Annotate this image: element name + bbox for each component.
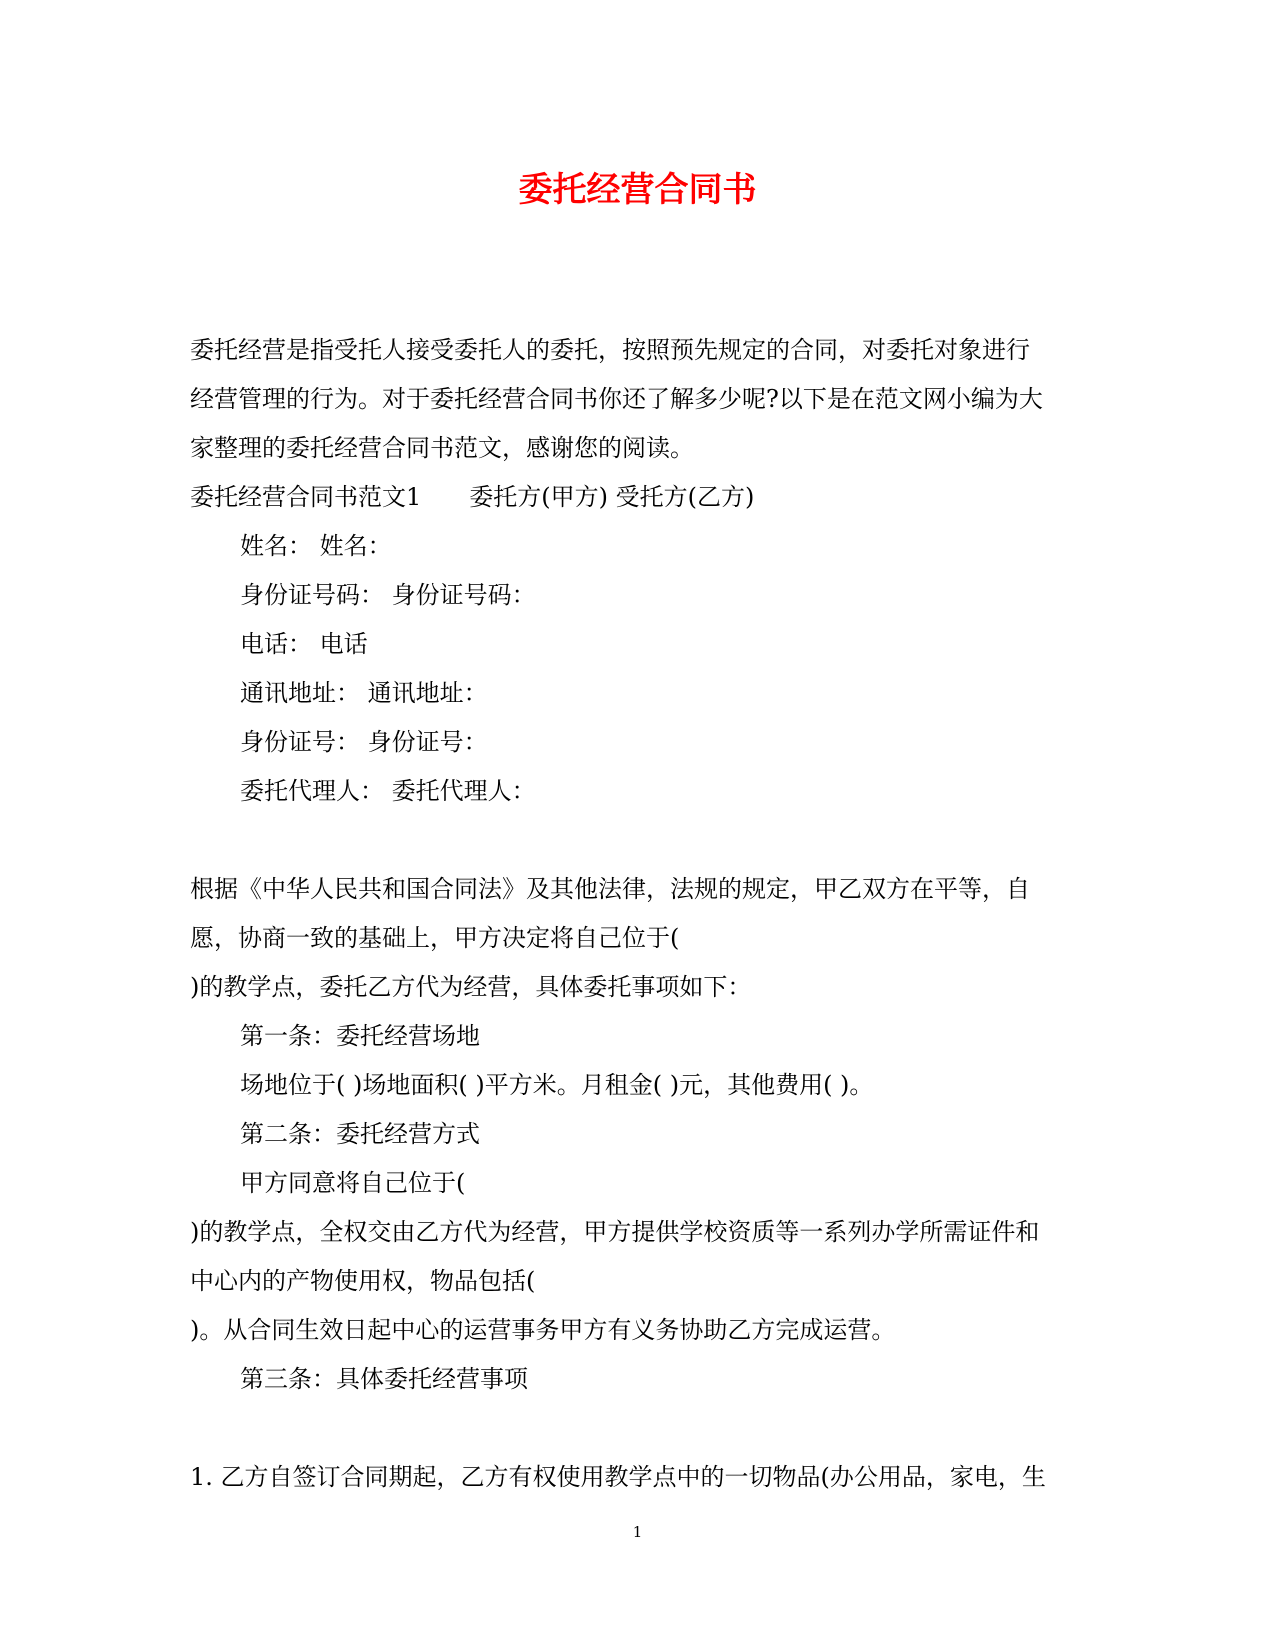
article-1-text: 场地位于( )场地面积( )平方米。月租金( )元，其他费用( )。 (240, 1071, 874, 1099)
party-field-phone: 电话： 电话 (240, 630, 368, 658)
spacer (190, 1404, 1090, 1453)
document-title: 委托经营合同书 (518, 170, 757, 210)
party-field-id: 身份证号： 身份证号： (240, 728, 488, 756)
basis-line: 根据《中华人民共和国合同法》及其他法律，法规的规定，甲乙双方在平等，自 (190, 875, 1030, 903)
article-2-line: )。从合同生效日起中心的运营事务甲方有义务协助乙方完成运营。 (190, 1316, 896, 1344)
intro-line: 委托经营是指受托人接受委托人的委托，按照预先规定的合同，对委托对象进行 (190, 336, 1030, 364)
party-field-agent: 委托代理人： 委托代理人： (240, 777, 536, 805)
article-2-heading: 第二条：委托经营方式 (240, 1120, 480, 1148)
document-body (190, 326, 1090, 1502)
article-2-line: 中心内的产物使用权，物品包括( (190, 1267, 536, 1295)
page-number: 1 (632, 1523, 643, 1541)
party-field-id-number: 身份证号码： 身份证号码： (240, 581, 536, 609)
article-3-heading: 第三条：具体委托经营事项 (240, 1365, 528, 1393)
item-1-line: 1. 乙方自签订合同期起，乙方有权使用教学点中的一切物品(办公用品，家电，生 (190, 1463, 1046, 1491)
basis-line: )的教学点，委托乙方代为经营，具体委托事项如下： (190, 973, 752, 1001)
article-2-line: 甲方同意将自己位于( (240, 1169, 466, 1197)
intro-line: 经营管理的行为。对于委托经营合同书你还了解多少呢?以下是在范文网小编为大 (190, 385, 1043, 413)
party-field-address: 通讯地址： 通讯地址： (240, 679, 488, 707)
basis-line: 愿，协商一致的基础上，甲方决定将自己位于( (190, 924, 680, 952)
sample-heading: 委托经营合同书范文1 委托方(甲方) 受托方(乙方) (190, 483, 755, 511)
spacer (190, 816, 1090, 865)
article-1-heading: 第一条：委托经营场地 (240, 1022, 480, 1050)
party-field-name: 姓名： 姓名： (240, 532, 392, 560)
article-2-line: )的教学点，全权交由乙方代为经营，甲方提供学校资质等一系列办学所需证件和 (190, 1218, 1040, 1246)
intro-line: 家整理的委托经营合同书范文，感谢您的阅读。 (190, 434, 694, 462)
